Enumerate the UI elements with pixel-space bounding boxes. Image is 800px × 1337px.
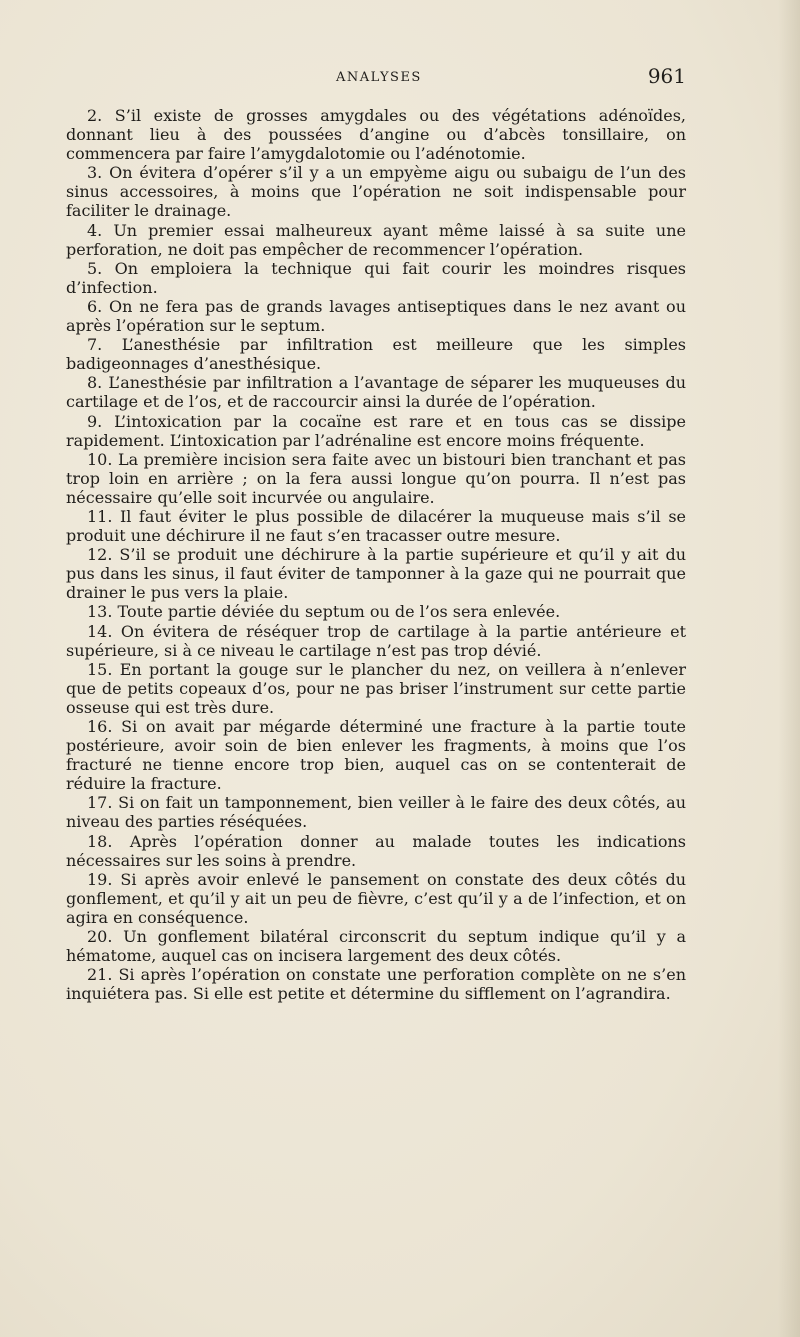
page-header [66,64,686,94]
paragraph-item-10: 10. La première incision sera faite avec un bistouri bien tranchant et pas trop loin en arrière ; on la fera aussi longue qu’on pourra. Il n’est pas nécessaire qu’elle soit incurvée ou angulaire. [66,449,686,507]
paragraph-item-7: 7. L’anesthésie par infiltration est meilleure que les simples badigeonnages d’anesthésique. [66,335,686,374]
paragraph-item-15: 15. En portant la gouge sur le plancher du nez, on veillera à n’enlever que de petits copeaux d’os, pour ne pas briser l’instrument sur cette partie osseuse qui est très dure. [66,659,686,717]
paragraph-item-11: 11. Il faut éviter le plus possible de dilacérer la muqueuse mais s’il se produit une déchirure il ne faut s’en tracasser outre mesure. [66,506,686,546]
paragraph-item-3: 3. On évitera d’opérer s’il y a un empyème aigu ou subaigu de l’un des sinus accessoires, à moins que l’opération ne soit indispensable pour faciliter le drainage. [66,163,686,221]
paragraph-item-19: 19. Si après avoir enlevé le pansement on constate des deux côtés du gonflement, et qu’il y ait un peu de fièvre, c’est qu’il y a de l’infection, et on agira en conséquence. [66,869,686,927]
paragraph-item-21: 21. Si après l’opération on constate une perforation complète on ne s’en inquiétera pas. Si elle est petite et détermine du sifflement on l’agrandira. [66,965,686,1004]
body-text [66,106,686,1003]
paragraph-item-9: 9. L’intoxication par la cocaïne est rare et en tous cas se dissipe rapidement. L’intoxication par l’adrénaline est encore moins fréquente. [66,411,686,450]
page-edge-shadow [778,0,800,1337]
paragraph-item-2: 2. S’il existe de grosses amygdales ou des végétations adénoïdes, donnant lieu à des poussées d’angine ou d’abcès tonsillaire, on commencera par faire l’amygdalotomie ou l’adénotomie. [66,106,686,164]
paragraph-item-18: 18. Après l’opération donner au malade toutes les indications nécessaires sur les soins à prendre. [66,831,686,870]
paragraph-item-4: 4. Un premier essai malheureux ayant même laissé à sa suite une perforation, ne doit pas empêcher de recommencer l’opération. [66,220,686,259]
paragraph-item-5: 5. On emploiera la technique qui fait courir les moindres risques d’infection. [66,258,686,297]
paragraph-item-6: 6. On ne fera pas de grands lavages antiseptiques dans le nez avant ou après l’opération sur le septum. [66,296,686,336]
paragraph-item-12: 12. S’il se produit une déchirure à la partie supérieure et qu’il y ait du pus dans les sinus, il faut éviter de tamponner à la gaze qui ne pourrait que drainer le pus vers la plaie. [66,545,686,603]
paragraph-item-13: 13. Toute partie déviée du septum ou de l’os sera enlevée. [87,602,561,622]
paragraph-item-14: 14. On évitera de réséquer trop de cartilage à la partie antérieure et supérieure, si à ce niveau le cartilage n’est pas trop dévié. [66,621,686,660]
running-title: ANALYSES [336,70,422,85]
paragraph-item-17: 17. Si on fait un tamponnement, bien veiller à le faire des deux côtés, au niveau des parties réséquées. [66,793,686,832]
page-number: 961 [647,64,686,88]
paragraph-item-16: 16. Si on avait par mégarde déterminé une fracture à la partie toute postérieure, avoir soin de bien enlever les fragments, à moins que l’os fracturé ne tienne encore trop bien, auquel cas on se contenterait de réduire la fracture. [66,717,686,794]
paragraph-item-8: 8. L’anesthésie par infiltration a l’avantage de séparer les muqueuses du cartilage et de l’os, et de raccourcir ainsi la durée de l’opération. [66,373,686,412]
paragraph-item-20: 20. Un gonflement bilatéral circonscrit du septum indique qu’il y a hématome, auquel cas on incisera largement des deux côtés. [66,927,686,966]
